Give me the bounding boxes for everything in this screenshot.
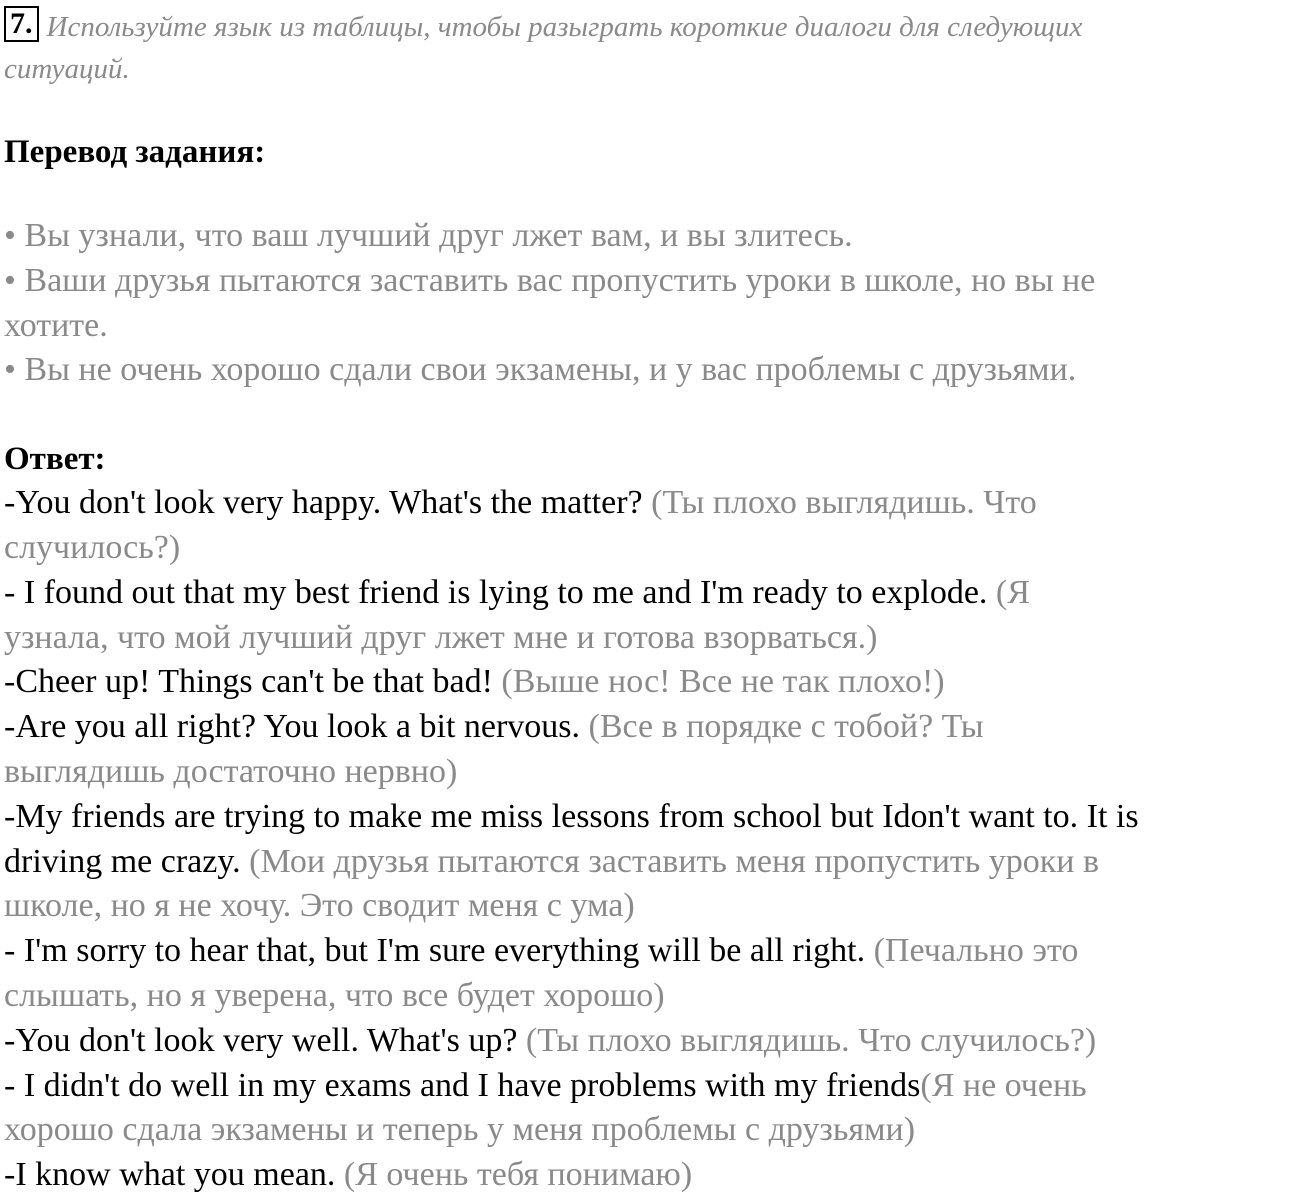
english-phrase: -My friends are trying to make me miss lessons from school but Idon't want to. It is	[4, 797, 1139, 835]
task-number-badge: 7.	[4, 6, 39, 42]
task-instruction-line-1: Используйте язык из таблицы, чтобы разыграть короткие диалоги для следующих	[46, 11, 1083, 43]
russian-translation: (Печально это	[873, 932, 1079, 970]
dialogue-line	[4, 571, 1303, 661]
worksheet-page	[4, 6, 1303, 1198]
english-phrase: -Cheer up! Things can't be that bad!	[4, 663, 502, 701]
russian-translation: (Я не очень	[920, 1066, 1087, 1104]
situation-item	[4, 348, 1303, 393]
dialogue-line	[4, 481, 1303, 571]
task-instruction	[4, 6, 1303, 48]
answer-heading: Ответ:	[4, 441, 106, 478]
english-phrase: - I found out that my best friend is lying to me and I'm ready to explode.	[4, 573, 996, 611]
translation-heading: Перевод задания:	[4, 134, 266, 170]
dialogue-line	[4, 795, 1303, 929]
russian-translation-continued: слышать, но я уверена, что все будет хорошо)	[4, 976, 665, 1014]
russian-translation-continued: хорошо сдала экзамены и теперь у меня проблемы с друзьями)	[4, 1111, 916, 1149]
russian-translation-continued: выглядишь достаточно нервно)	[4, 752, 458, 790]
dialogue-line	[4, 705, 1303, 795]
english-phrase: - I'm sorry to hear that, but I'm sure everything will be all right.	[4, 932, 874, 970]
situation-text: • Вы не очень хорошо сдали свои экзамены, и у вас проблемы с друзьями.	[4, 351, 1077, 389]
russian-translation: (Я очень тебя понимаю)	[343, 1156, 693, 1194]
situations-list	[4, 214, 1303, 393]
english-phrase: -You don't look very happy. What's the matter?	[4, 484, 652, 522]
english-phrase: -You don't look very well. What's up?	[4, 1021, 526, 1059]
dialogue-line	[4, 1153, 1303, 1198]
dialogue-line	[4, 1019, 1303, 1064]
russian-translation: (Ты плохо выглядишь. Что случилось?)	[525, 1021, 1097, 1059]
english-phrase-continued: driving me crazy.	[4, 842, 250, 880]
english-phrase: -I know what you mean.	[4, 1156, 344, 1194]
russian-translation: (Ты плохо выглядишь. Что	[651, 484, 1037, 522]
situation-text: • Ваши друзья пытаются заставить вас пропустить уроки в школе, но вы не	[4, 261, 1096, 299]
russian-translation-continued: случилось?)	[4, 528, 181, 566]
russian-translation: (Мои друзья пытаются заставить меня пропустить уроки в	[249, 842, 1100, 880]
russian-translation: (Я	[995, 573, 1030, 611]
english-phrase: -Are you all right? You look a bit nervous.	[4, 708, 589, 746]
russian-translation: (Все в порядке с тобой? Ты	[588, 708, 984, 746]
russian-translation: (Выше нос! Все не так плохо!)	[501, 663, 945, 701]
situation-item	[4, 214, 1303, 259]
dialogue	[4, 481, 1303, 1198]
dialogue-line	[4, 660, 1303, 705]
situation-item	[4, 259, 1303, 349]
dialogue-line	[4, 1064, 1303, 1154]
task-instruction-line-2: ситуаций.	[4, 53, 130, 85]
russian-translation-continued: узнала, что мой лучший друг лжет мне и готова взорваться.)	[4, 618, 878, 656]
situation-text-continued: хотите.	[4, 306, 108, 344]
dialogue-line	[4, 929, 1303, 1019]
english-phrase: - I didn't do well in my exams and I have problems with my friends	[4, 1066, 921, 1104]
russian-translation-continued: школе, но я не хочу. Это сводит меня с ума)	[4, 887, 635, 925]
situation-text: • Вы узнали, что ваш лучший друг лжет вам, и вы злитесь.	[4, 217, 853, 254]
